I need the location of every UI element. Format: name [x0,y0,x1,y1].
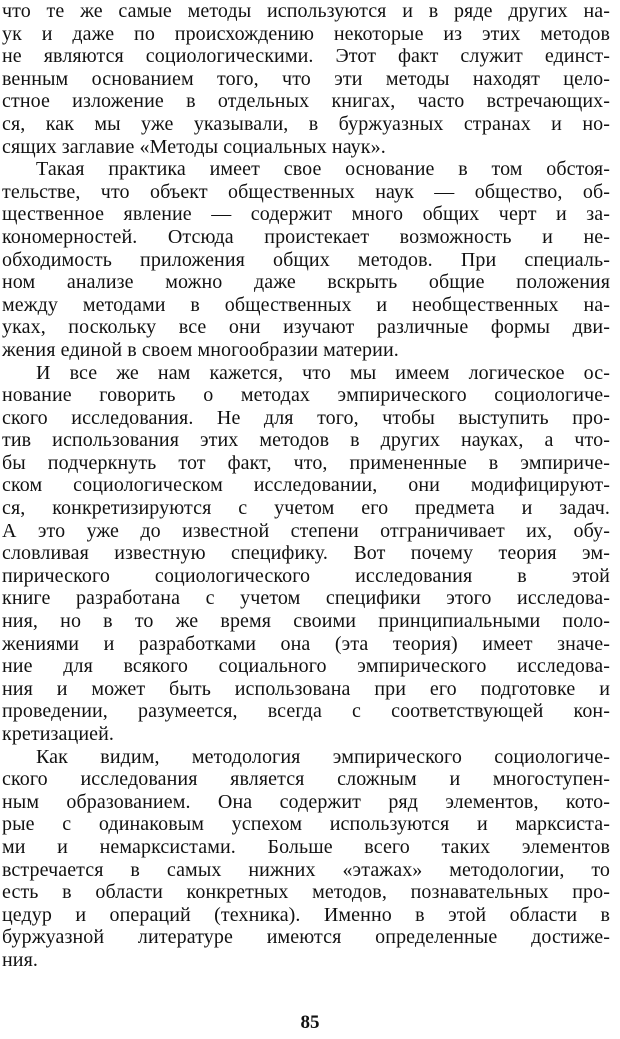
text-line: ния, но в то же время своими принципиальными поло- [2,610,610,633]
text-line: ния и может быть использована при его подготовке и [2,677,610,700]
text-line: нование говорить о методах эмпирического социологиче- [2,384,610,407]
paragraph [2,0,610,158]
text-line: бы подчеркнуть тот факт, что, примененные в эмпириче- [2,451,610,474]
text-line: буржуазной литературе имеются определенные достиже- [2,926,610,949]
paragraph [2,158,610,361]
text-line: есть в области конкретных методов, познавательных про- [2,881,610,904]
text-line: ми и немарксистами. Больше всего таких элементов [2,835,610,858]
text-line: ния. [2,948,39,971]
text-line: книге разработана с учетом специфики этого исследова- [2,587,610,610]
text-line: ние для всякого социального эмпирического исследова- [2,655,610,678]
text-line: жениями и разработками она (эта теория) имеет значе- [2,632,610,655]
text-line: кретизацией. [2,723,115,745]
text-line: пирического социологического исследования в этой [2,564,610,587]
text-line: стное изложение в отдельных книгах, часто встречающих- [2,90,610,113]
page-number: 85 [300,1012,320,1033]
text-line: А это уже до известной степени отграничивает их, обу- [2,519,610,542]
text-line: ского исследования. Не для того, чтобы выступить про- [2,406,610,429]
text-line: ным образованием. Она содержит ряд элементов, кото- [2,790,610,813]
text-line: цедур и операций (техника). Именно в этой области в [2,903,610,926]
text-line: щественное явление — содержит много общих черт и за- [2,203,610,226]
text-line: между методами в общественных и необщественных на- [2,293,610,316]
text-line: уках, поскольку все они изучают различные формы дви- [2,316,610,339]
text-line: И все же нам кажется, что мы имеем логическое ос- [36,361,610,384]
text-line: сящих заглавие «Методы социальных наук». [2,135,386,158]
text-line: что те же самые методы используются и в ряде других на- [2,0,610,22]
text-line: встречается в самых нижних «этажах» методологии, то [2,858,610,881]
text-line: ук и даже по происхождению некоторые из этих методов [2,22,610,45]
text-line: кономерностей. Отсюда проистекает возможность и не- [2,225,610,248]
text-line: обходимость приложения общих методов. При специаль- [2,248,610,271]
text-line: словливая известную специфику. Вот почему теория эм- [2,542,610,565]
paragraph [2,362,610,746]
text-line: Такая практика имеет свое основание в том обстоя- [36,158,610,181]
text-line: рые с одинаковым успехом используются и марксиста- [2,813,610,836]
text-line: Как видим, методология эмпирического социологиче- [36,745,610,768]
text-line: ском социологическом исследовании, они модифицируют- [2,474,610,497]
text-line: жения единой в своем многообразии материи. [2,338,399,361]
text-line: ского исследования является сложным и многоступен- [2,768,610,791]
text-line: проведении, разумеется, всегда с соответствующей кон- [2,700,610,723]
text-line: не являются социологическими. Этот факт служит единст- [2,45,610,68]
text-line: ном анализе можно даже вскрыть общие положения [2,271,610,294]
text-line: ся, как мы уже указывали, в буржуазных странах и но- [2,112,610,135]
body-text [2,0,610,972]
text-line: тив использования этих методов в других науках, а что- [2,429,610,452]
text-line: венным основанием того, что эти методы находят цело- [2,67,610,90]
text-line: тельстве, что объект общественных наук — общество, об- [2,180,610,203]
text-line: ся, конкретизируются с учетом его предмета и задач. [2,497,610,520]
paragraph [2,746,610,972]
